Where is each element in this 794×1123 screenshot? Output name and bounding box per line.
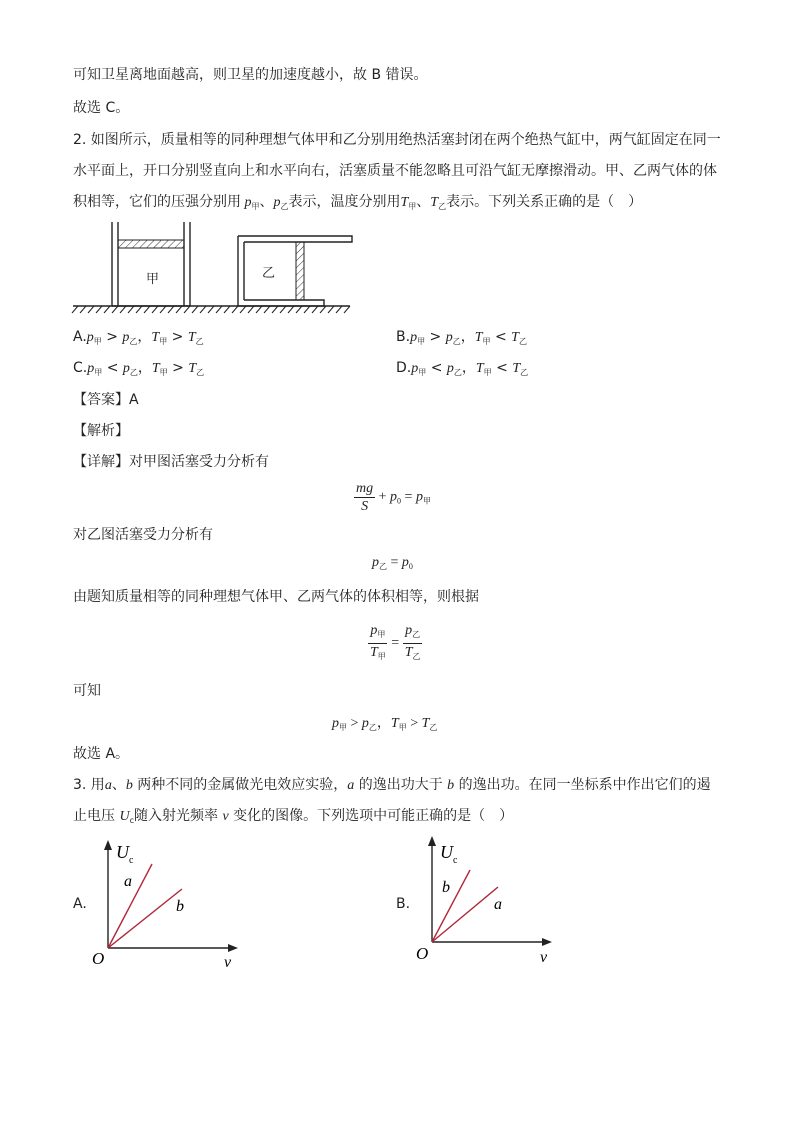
q2-option-c: $C.p_甲 < p_乙$，$T_甲 > T_乙$ [73,360,205,377]
q3-graph-a [90,836,250,971]
ground-hatch [72,306,350,313]
label-b: b [176,898,184,915]
label-yi: 乙 [262,266,276,281]
q2-stem-line1: 2. 如图所示，质量相等的同种理想气体甲和乙分别用绝热活塞封闭在两个绝热气缸中，两气缸固定在同一 [73,132,721,148]
q2-option-d: $D.p_甲 < p_乙$，$T_甲 < T_乙$ [396,360,529,377]
q3-stem-line1: 3. 用a、b 两种不同的金属做光电效应实验，a 的逸出功大于 b 的逸出功。在同一坐标系中作出它们的遏 [73,777,711,793]
q2-option-a: $A.p_甲 > p_乙$，$T_甲 > T_乙$ [73,329,204,346]
q2-know-text: 可知 [73,683,101,699]
line-b [108,889,182,948]
y-label: $U_c$ [116,842,134,866]
x-label: ν [540,949,548,966]
x-label: ν [224,954,232,971]
piston-jia [118,240,184,248]
q2-stem-line3: 积相等，它们的压强分别用 $p_甲$、$p_乙$表示，温度分别用$T_甲$、$T_乙$表示。下列关系正确的是（ ） [73,194,643,211]
equation-result: $p_甲 > p_乙$，$T_甲 > T_乙$ [332,716,438,732]
label-a: a [124,873,132,890]
x-axis-arrow [228,944,238,952]
equation-jia-force: $\frac{mg}{S}$ + $p_0 = p_甲$ [356,481,431,514]
equation-yi-force: $p_乙 = p_0$ [372,555,413,571]
piston-yi [296,242,304,300]
y-axis-arrow [428,836,436,846]
q3-graph-b [414,832,574,967]
origin-label: O [92,949,105,968]
label-a: a [494,896,502,913]
q2-option-b: $B.p_甲 > p_乙$，$T_甲 < T_乙$ [396,329,527,346]
y-label: $U_c$ [440,842,458,866]
q2-detail: 【详解】对甲图活塞受力分析有 [73,454,269,470]
cylinder-yi [238,236,352,306]
equation-gas-law: $\frac{p_甲}{T_甲}$ = $\frac{p_乙}{T_乙}$ [370,623,421,661]
label-b: b [442,879,450,896]
y-axis-arrow [104,840,112,850]
line-b [432,870,470,942]
q2-yi-text: 对乙图活塞受力分析有 [73,527,213,543]
q2-stem-line2: 水平面上，开口分别竖直向上和水平向右，活塞质量不能忽略且可沿气缸无摩擦滑动。甲、乙两气体的体 [73,163,717,179]
q3-option-a-letter: A. [73,896,87,912]
prev-choose: 故选 C。 [73,100,130,116]
label-jia: 甲 [146,272,160,287]
q2-choose: 故选 A。 [73,746,130,762]
q3-stem-line2: 止电压 $U_c$随入射光频率 ν 变化的图像。下列选项中可能正确的是（ ） [73,808,514,825]
q2-gas-text: 由题知质量相等的同种理想气体甲、乙两气体的体积相等，则根据 [73,589,479,605]
cylinder-jia [112,222,190,306]
q2-answer: 【答案】A [73,392,139,408]
origin-label: O [416,944,429,963]
x-axis-arrow [542,938,552,946]
prev-conclusion: 可知卫星离地面越高，则卫星的加速度越小，故 B 错误。 [73,67,428,83]
q2-cylinder-figure [70,218,360,318]
q2-analysis-tag: 【解析】 [73,423,129,439]
q3-option-b-letter: B. [396,896,411,912]
